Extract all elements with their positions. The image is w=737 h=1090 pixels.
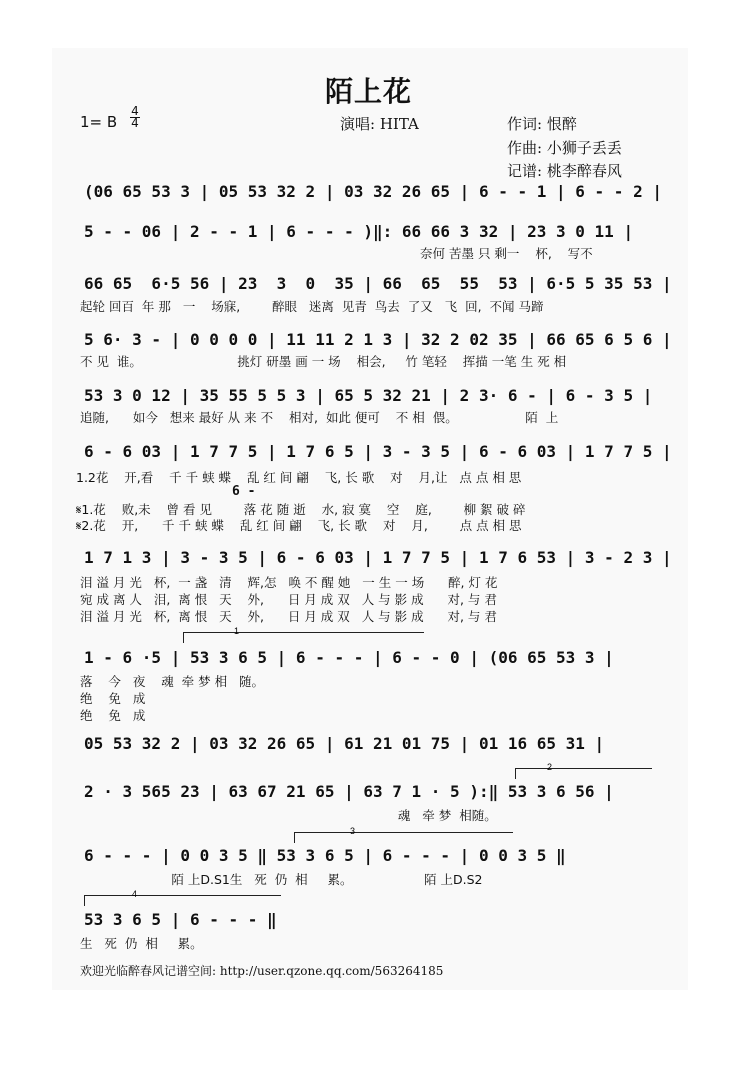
lyric-line-8b: 绝 免 成 (80, 691, 146, 706)
lyric-line-6b: 𝄋1.花 败,未 曾 看 见 落 花 随 逝 水, 寂 寞 空 庭, 柳 絮 破 碎 (76, 502, 526, 517)
time-signature: 4 4 (131, 104, 139, 130)
lyric-line-7a: 泪 溢 月 光 杯, 一 盏 清 辉,怎 唤 不 醒 她 一 生 一 场 醉, 灯 花 (80, 575, 498, 590)
notation-line-10: 2 · 3 565 23 | 63 67 21 65 | 63 7 1 · 5 ):‖ 53 3 6 56 | (84, 782, 614, 801)
notation-line-8: 1 - 6 ·5 | 53 3 6 5 | 6 - - - | 6 - - 0 | (06 65 53 3 | (84, 648, 614, 667)
notation-line-3: 66 65 6·5 56 | 23 3 0 35 | 66 65 55 53 | 6·5 5 35 53 | (84, 274, 672, 293)
lyricist: 作词: 恨醉 (507, 115, 577, 133)
lyric-line-7c: 泪 溢 月 光 杯, 离 恨 天 外, 日 月 成 双 人 与 影 成 对, 与 君 (80, 609, 497, 624)
volta-label-2: 2 (547, 762, 553, 772)
volta-bracket-4 (84, 895, 281, 906)
lyric-line-2: 奈何 苦墨 只 剩一 杯, 写不 (420, 246, 593, 261)
volta-label-4: 4 (132, 889, 138, 899)
key-signature: 1= B (80, 113, 118, 131)
lyric-line-8a: 落 今 夜 魂 牵 梦 相 随。 (80, 674, 265, 689)
volta-label-3: 3 (350, 826, 356, 836)
volta-bracket-1 (183, 632, 424, 643)
lyric-line-12: 生 死 仍 相 累。 (80, 936, 203, 951)
lyric-line-7b: 宛 成 离 人 泪, 离 恨 天 外, 日 月 成 双 人 与 影 成 对, 与 君 (80, 592, 497, 607)
lyric-line-8c: 绝 免 成 (80, 708, 146, 723)
lyric-line-3: 起轮 回百 年 那 一 场寐, 醉眼 迷离 见青 鸟去 了又 飞 回, 不闻 马蹄 (80, 299, 544, 314)
notation-line-11: 6 - - - | 0 0 3 5 ‖ 53 3 6 5 | 6 - - - | 0 0 3 5 ‖ (84, 846, 566, 865)
notation-line-2: 5 - - 06 | 2 - - 1 | 6 - - - )‖: 66 66 3 32 | 23 3 0 11 | (84, 222, 634, 241)
lyric-line-6a: 1.2花 开,看 千 千 蛱 蝶 乱 红 间 翩 飞, 长 歌 对 月,让 点 点 相 思 (76, 470, 522, 485)
lyric-line-4: 不 见 谁。 挑灯 研墨 画 一 场 相会, 竹 笔轻 挥描 一笔 生 死 相 (80, 354, 567, 369)
volta-bracket-2 (515, 768, 652, 779)
notation-line-9: 05 53 32 2 | 03 32 26 65 | 61 21 01 75 | 01 16 65 31 | (84, 734, 605, 753)
volta-label-1: 1 (234, 626, 240, 636)
lyric-line-5: 追随, 如今 想来 最好 从 来 不 相对, 如此 便可 不 相 偎。 陌 上 (80, 410, 559, 425)
footer-credit: 欢迎光临醉春风记谱空间: http://user.qzone.qq.com/563264185 (80, 964, 444, 978)
singer: 演唱: HITA (340, 115, 419, 133)
notation-line-4: 5 6· 3 - | 0 0 0 0 | 11 11 2 1 3 | 32 2 02 35 | 66 65 6 5 6 | (84, 330, 672, 349)
notation-line-7: 1 7 1 3 | 3 - 3 5 | 6 - 6 03 | 1 7 7 5 | 1 7 6 53 | 3 - 2 3 | (84, 548, 672, 567)
lyric-line-11: 陌 上D.S1生 死 仍 相 累。 陌 上D.S2 (80, 872, 483, 887)
notation-line-12: 53 3 6 5 | 6 - - - ‖ (84, 910, 277, 929)
transcriber: 记谱: 桃李醉春风 (507, 162, 622, 180)
lyric-line-6c: 𝄋2.花 开, 千 千 蛱 蝶 乱 红 间 翩 飞, 长 歌 对 月, 点 点 相 思 (76, 518, 522, 533)
composer: 作曲: 小狮子丢丢 (507, 139, 622, 157)
notation-line-6: 6 - 6 03 | 1 7 7 5 | 1 7 6 5 | 3 - 3 5 | 6 - 6 03 | 1 7 7 5 | (84, 442, 672, 461)
alt-note: 6 - (232, 484, 256, 499)
notation-line-1: (06 65 53 3 | 05 53 32 2 | 03 32 26 65 | 6 - - 1 | 6 - - 2 | (84, 182, 662, 201)
lyric-line-10: 魂 牵 梦 相随。 (80, 808, 497, 823)
song-title: 陌上花 (324, 75, 412, 108)
volta-bracket-3 (294, 832, 513, 843)
notation-line-5: 53 3 0 12 | 35 55 5 5 3 | 65 5 32 21 | 2 3· 6 - | 6 - 3 5 | (84, 386, 653, 405)
